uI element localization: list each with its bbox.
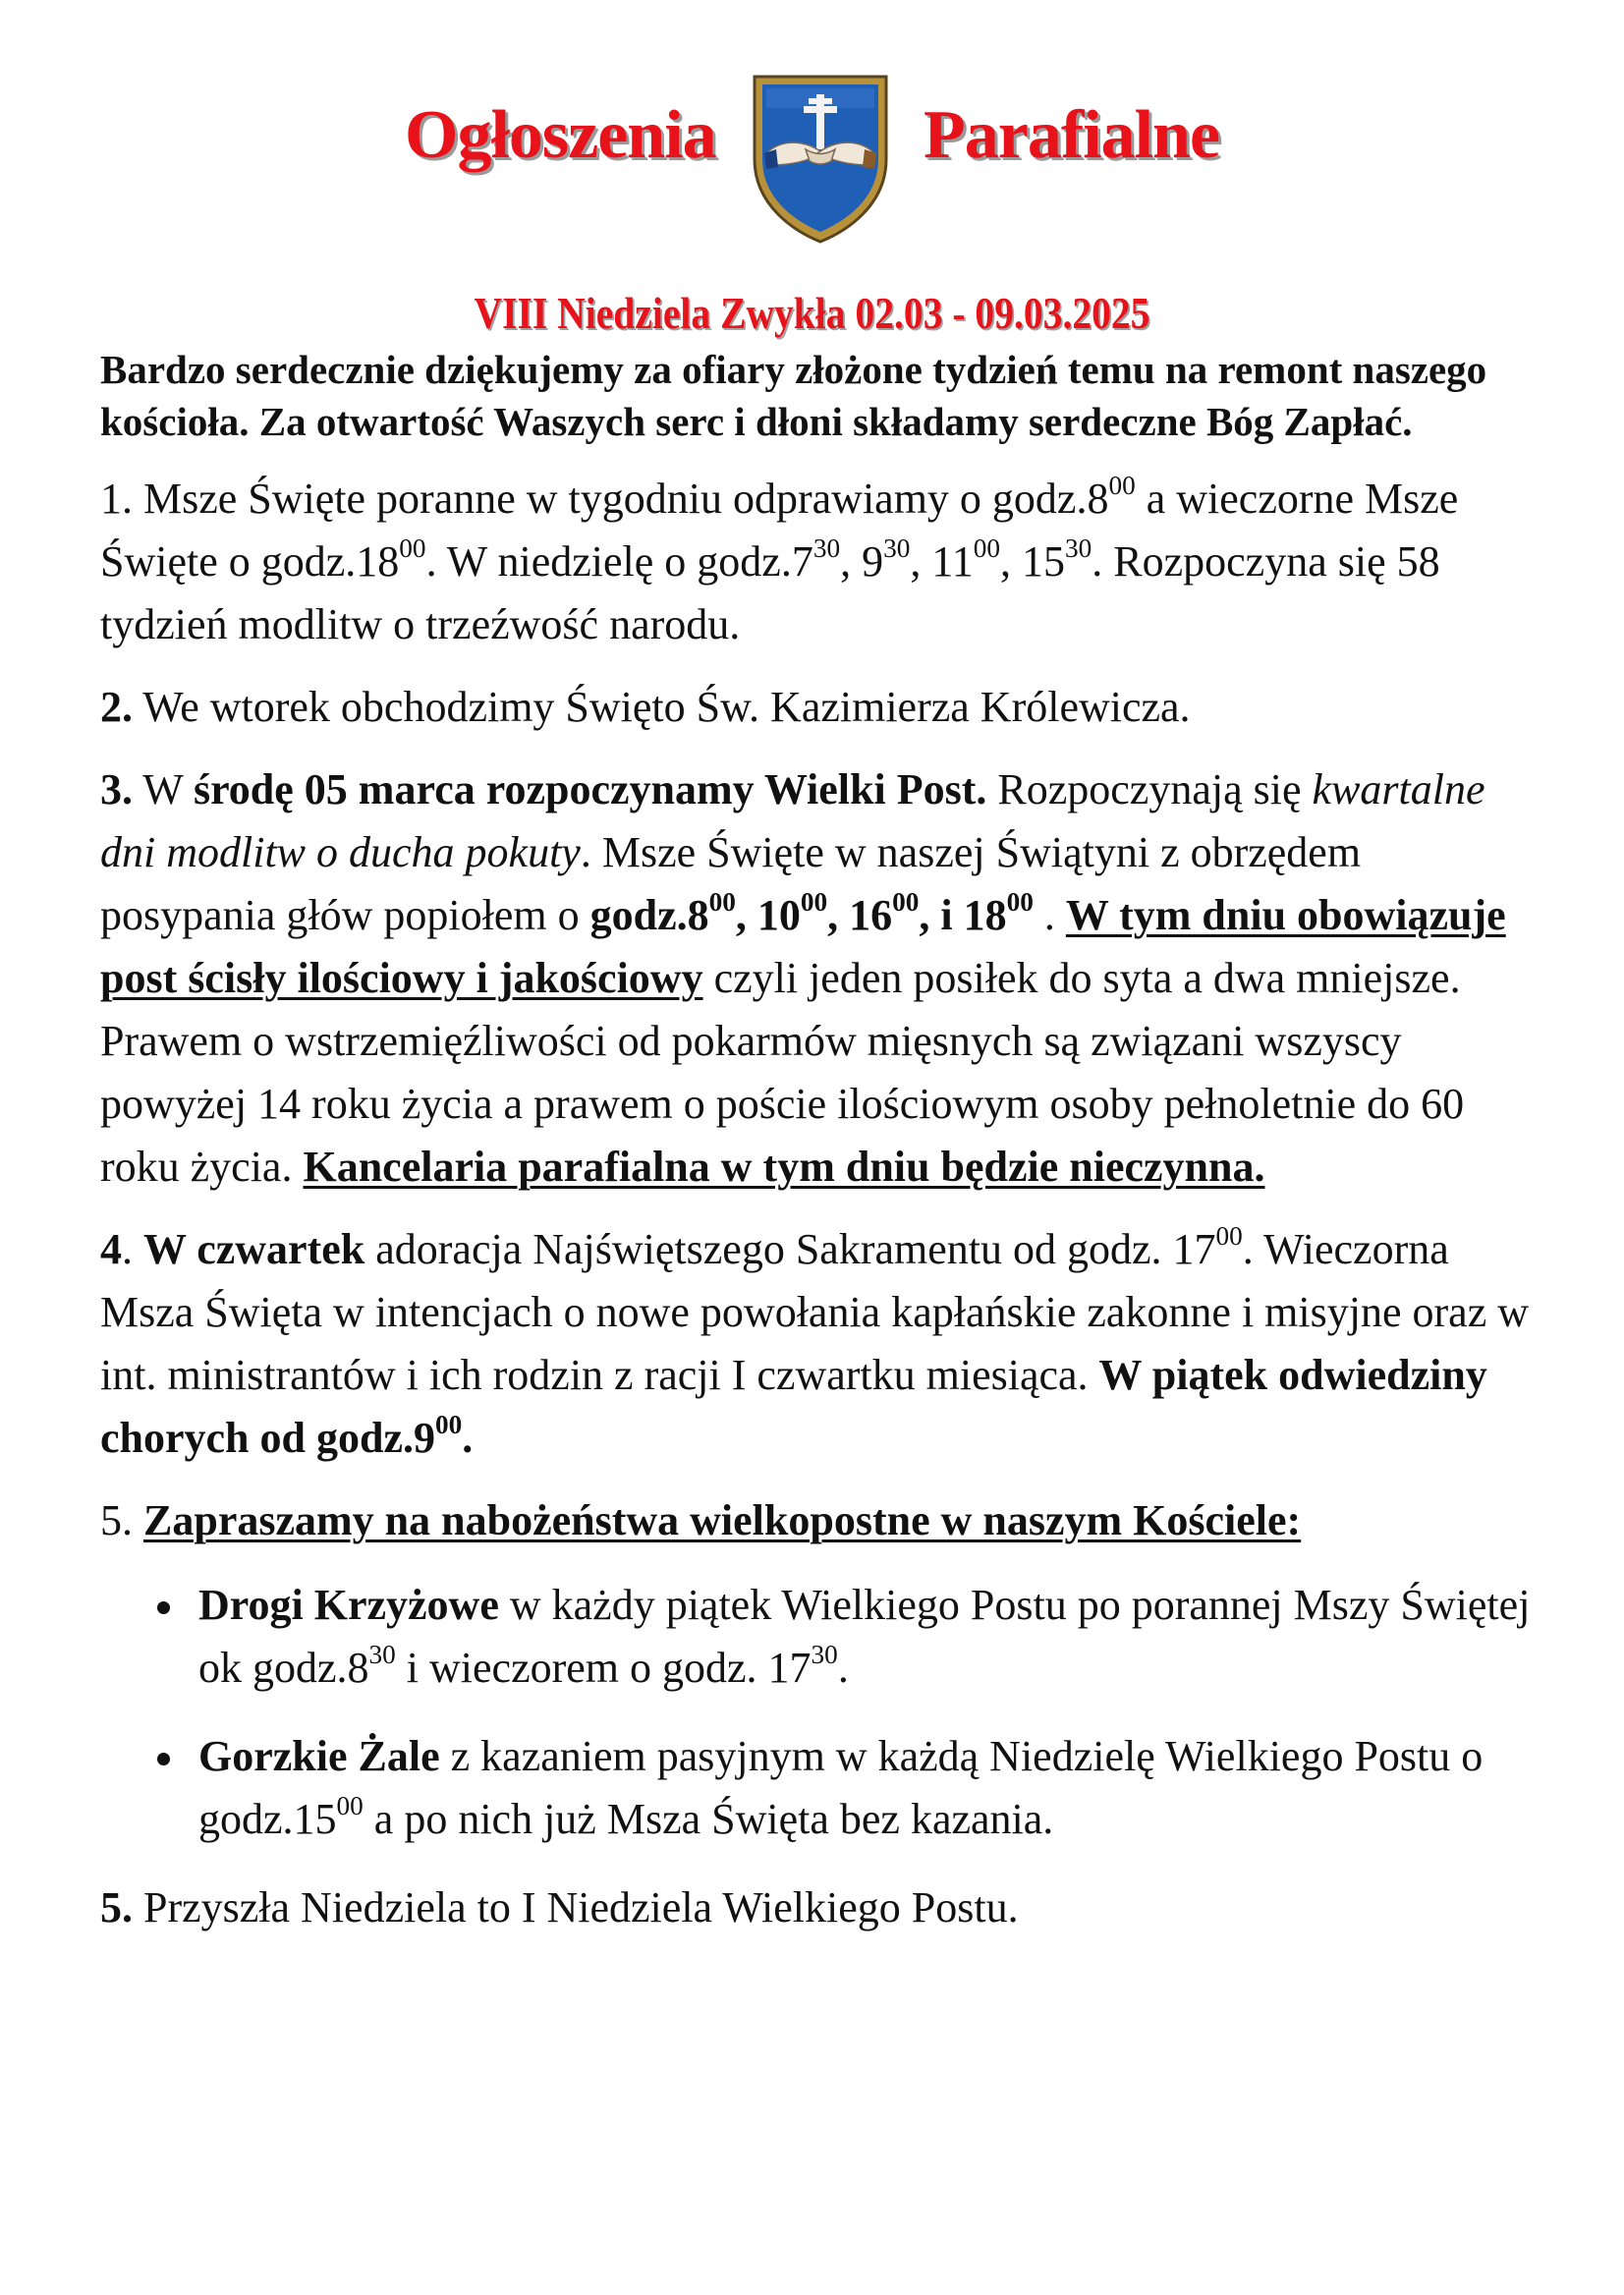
fasting-rule: W tym dniu obowiązuje post ścisły ilościowy i jakościowy — [100, 891, 1506, 1002]
announcement-2: 2. We wtorek obchodzimy Święto Św. Kazimierza Królewicza. — [100, 683, 1191, 731]
intro-paragraph: Bardzo serdecznie dziękujemy za ofiary złożone tydzień temu na remont naszego kościoła. Za otwartość Waszych serc i dłoni składamy serdeczne Bóg Zapłać. — [100, 347, 1487, 444]
office-closed-note: Kancelaria parafialna w tym dniu będzie nieczynna. — [303, 1143, 1265, 1191]
item-number: 4 — [100, 1225, 122, 1273]
announcement-3: 3. W środę 05 marca rozpoczynamy Wielki Post. Rozpoczynają się kwartalne dni modlitw o ducha pokuty. Msze Święte w naszej Świątyni z obrzędem posypania głów popiołem o $godz.8^{00}$, $10^{00}$, $16^{00}$, i $18^{00}$ . W tym dniu obowiązuje post ścisły ilościowy i jakościowy czyli jeden posiłek do syta a dwa mniejsze. Prawem o wstrzemięźliwości od pokarmów mięsnych są związani wszyscy powyżej 14 roku życia a prawem o poście ilościowym osoby pełnoletnie do 60 roku życia. Kancelaria parafialna w tym dniu będzie nieczynna. — [100, 765, 1506, 1191]
parish-crest-icon — [747, 69, 894, 246]
announcement-1: 1. Msze Święte poranne w tygodniu odprawiamy o $godz.8^{00}$ a wieczorne Msze Święte o $godz.18^{00}$. W niedzielę o $godz.7^{30}$, $9^{30}$, $11^{00}$, $15^{30}$. Rozpoczyna się 58 tydzień modlitw o trzeźwość narodu. — [100, 470, 1459, 648]
item-number: 5 — [100, 1496, 122, 1544]
lent-services-list — [100, 1574, 1535, 1851]
item-number: 2. — [100, 683, 133, 731]
item-number: 1. — [100, 475, 133, 523]
bullet-icon — [157, 1601, 170, 1614]
header — [0, 59, 1624, 338]
item-number: 3. — [100, 765, 133, 813]
list-item: Gorzkie Żale z kazaniem pasyjnym w każdą Niedzielę Wielkiego Postu o $godz.15^{00}$ a po nich już Msza Święta bez kazania. — [100, 1725, 1535, 1851]
bullet-icon — [157, 1753, 170, 1765]
item-number: 5. — [100, 1883, 133, 1931]
announcement-6: 5. Przyszła Niedziela to I Niedziela Wielkiego Postu. — [100, 1883, 1019, 1931]
list-item: Drogi Krzyżowe w każdy piątek Wielkiego Postu po porannej Mszy Świętej ok $godz.8^{30}$ i wieczorem o godz. $17^{30}$. — [100, 1574, 1535, 1700]
content — [100, 344, 1535, 1959]
subtitle: VIII Niedziela Zwykła 02.03 - 09.03.2025 — [474, 288, 1150, 338]
lent-services-heading: Zapraszamy na nabożeństwa wielkopostne w naszym Kościele: — [143, 1496, 1302, 1544]
title-right: Parafialne — [924, 97, 1220, 173]
title-left: Ogłoszenia — [405, 97, 716, 173]
announcement-4: 4. W czwartek adoracja Najświętszego Sakramentu od godz. $17^{00}$. Wieczorna Msza Święta w intencjach o nowe powołania kapłańskie zakonne i misyjne oraz w int. ministrantów i ich rodzin z racji I czwartku miesiąca. W piątek odwiedziny chorych od $godz.9^{00}$. — [100, 1220, 1529, 1462]
announcement-5: 5. Zapraszamy na nabożeństwa wielkopostne w naszym Kościele: — [100, 1496, 1302, 1544]
